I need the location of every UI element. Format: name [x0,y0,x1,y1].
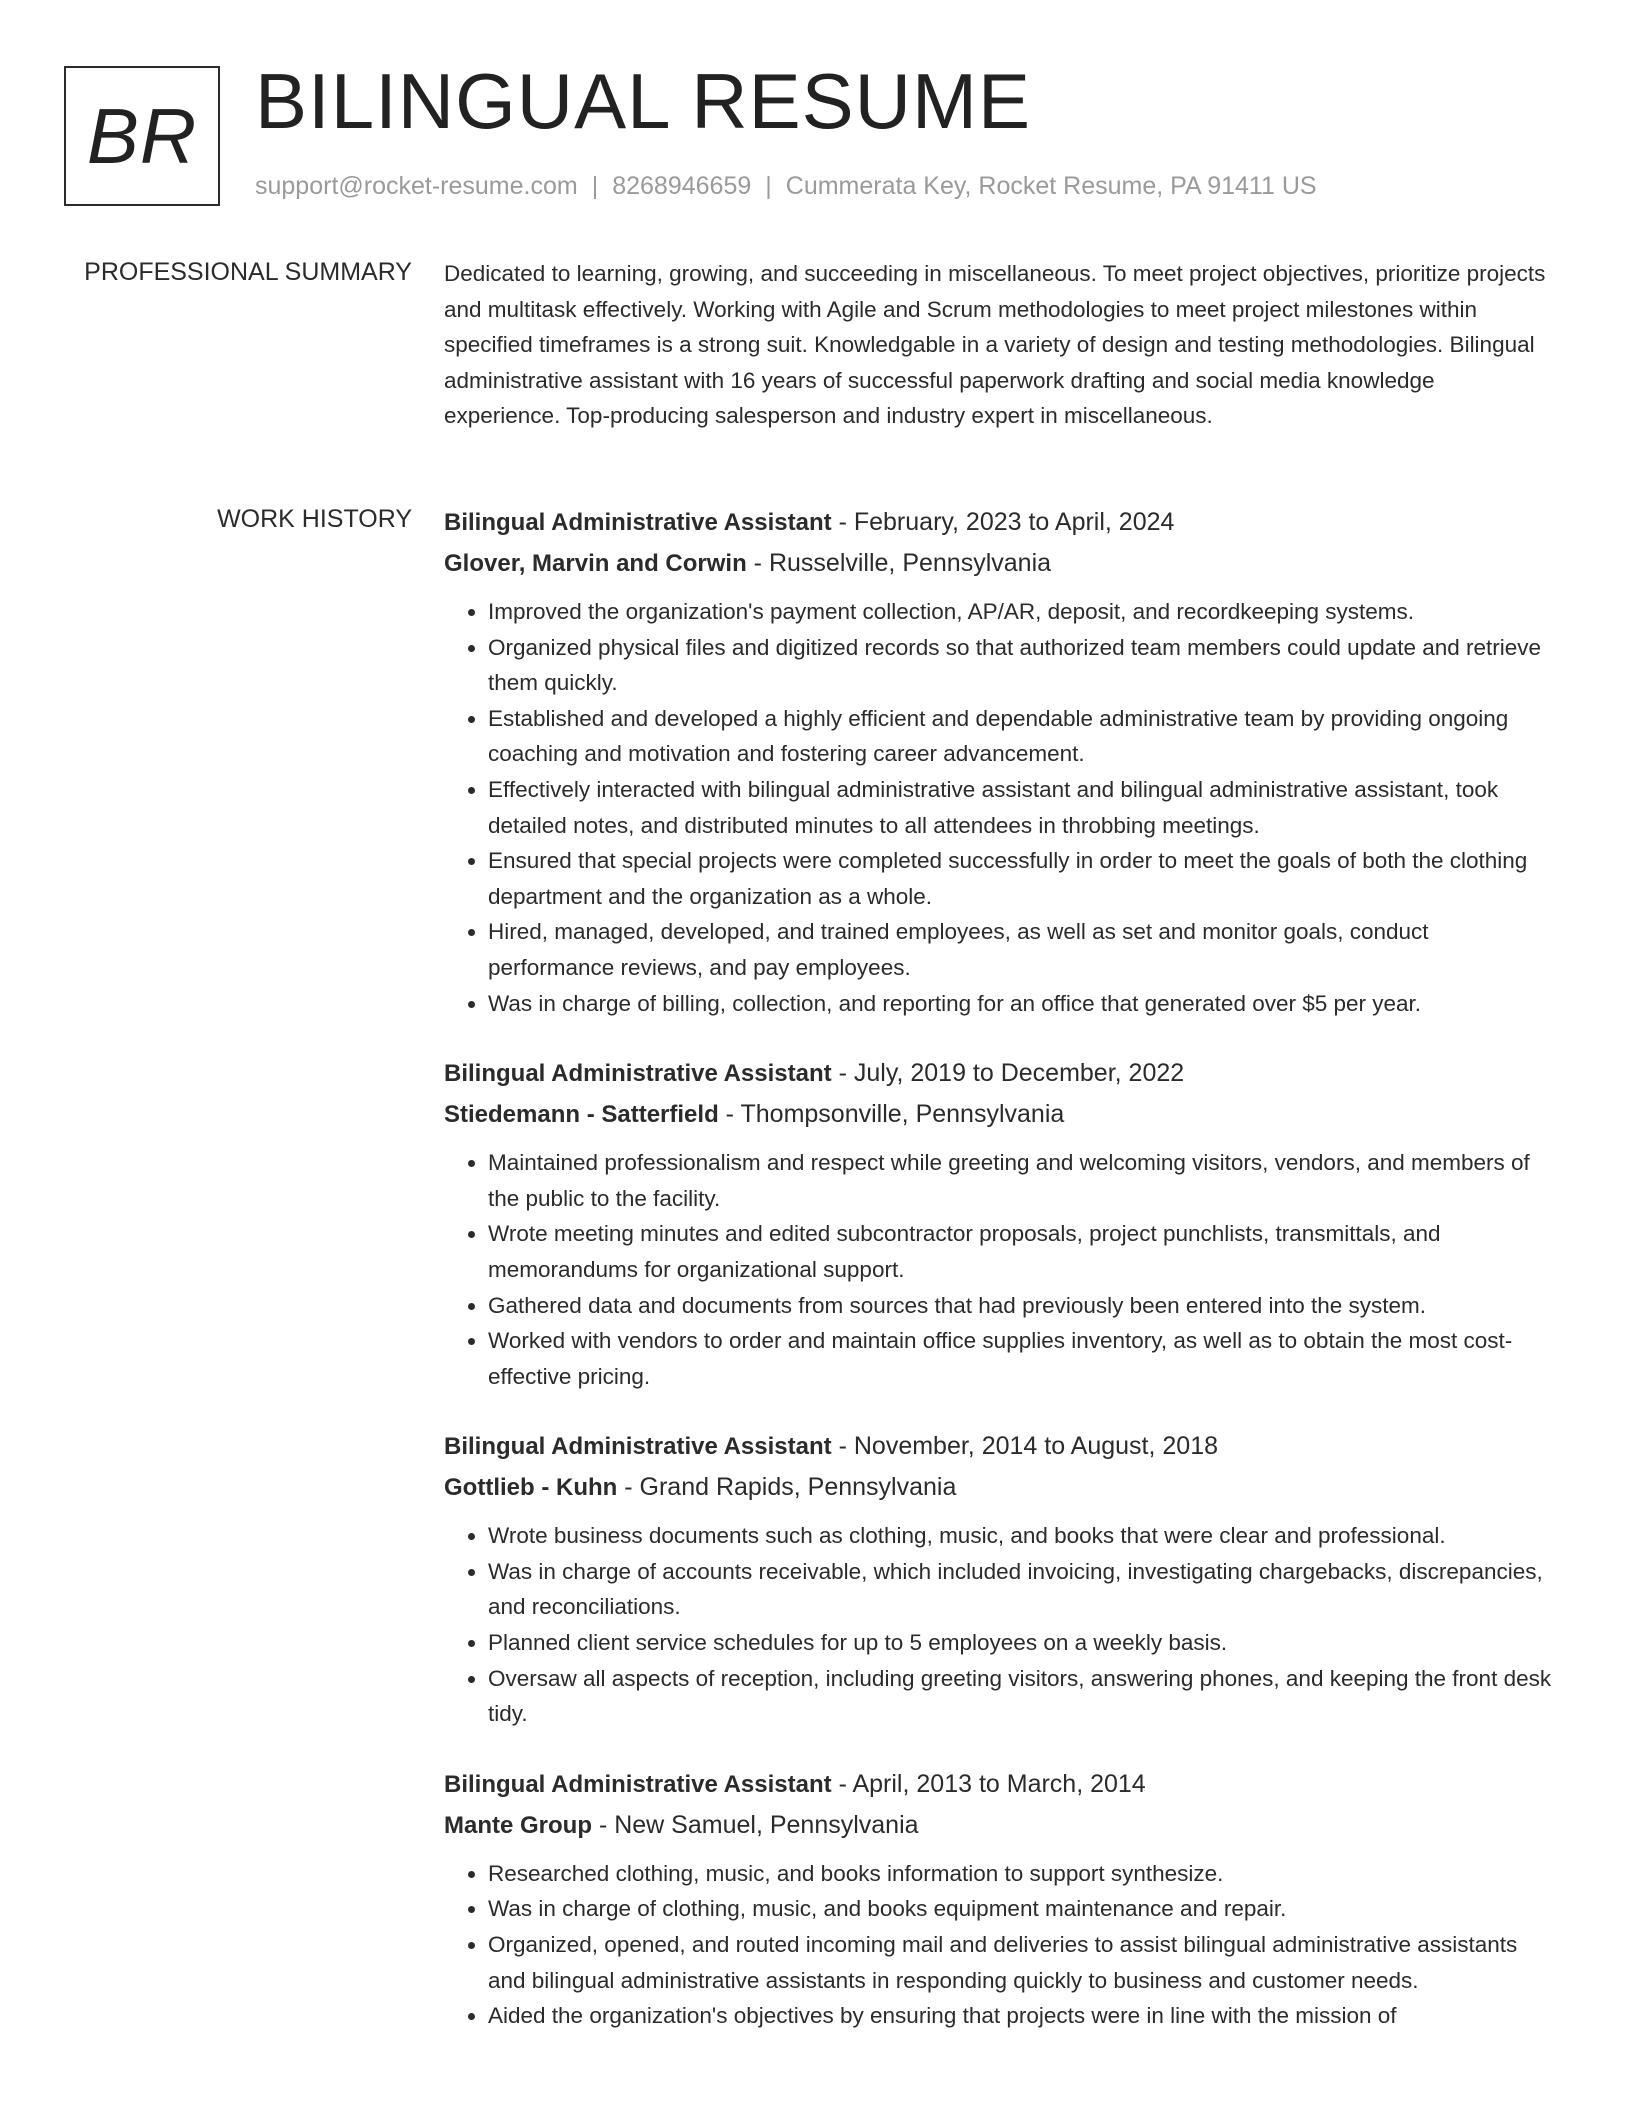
job-dates: - April, 2013 to March, 2014 [831,1769,1146,1798]
summary-text: Dedicated to learning, growing, and succeeding in miscellaneous. To meet project objectives, prioritize projects and multitask effectively. Working with Agile and Scrum methodologies to meet project milestones within specified timeframes is a strong suit. Knowledgable in a variety of design and testing methodologies. Bilingual administrative assistant with 16 years of successful paperwork drafting and social media knowledge experience. Top-producing salesperson and industry expert in miscellaneous. [444,261,1546,429]
bullet-item: • Effectively interacted with bilingual administrative assistant and bilingual administrative assistant, took detailed notes, and distributed minutes to all attendees in throbbing meetings. [488,772,1556,843]
job-entry [444,1426,1556,1732]
bullet-item: • Maintained professionalism and respect while greeting and welcoming visitors, vendors, and members of the public to the facility. [488,1145,1556,1216]
job-company: Mante Group [444,1811,592,1839]
monogram-badge: BR [64,66,220,206]
job-dates: - July, 2019 to December, 2022 [831,1059,1185,1088]
job-title: Bilingual Administrative Assistant [444,1770,832,1798]
bullet-item: • Was in charge of accounts receivable, which included invoicing, investigating chargebacks, discrepancies, and reconciliations. [488,1554,1556,1625]
job-company-line [444,1805,1556,1846]
job-dates: - February, 2023 to April, 2024 [831,508,1175,536]
job-title: Bilingual Administrative Assistant [444,1060,832,1088]
job-location: - New Samuel, Pennsylvania [592,1810,919,1839]
job-bullets [444,1518,1556,1732]
job-company: Glover, Marvin and Corwin [444,550,747,577]
bullet-item: • Oversaw all aspects of reception, including greeting visitors, answering phones, and keeping the front desk tidy. [488,1661,1556,1732]
job-company-line [444,1467,1556,1508]
section-label-work-history: WORK HISTORY [217,505,412,533]
bullet-item: • Established and developed a highly efficient and dependable administrative team by providing ongoing coaching and motivation and fostering career advancement. [488,701,1556,772]
job-bullets [444,594,1556,1021]
contact-separator: | [591,172,599,200]
job-location: - Thompsonville, Pennsylvania [718,1100,1065,1129]
job-company: Gottlieb - Kuhn [444,1474,618,1502]
job-company-line [444,543,1556,584]
job-dates: - November, 2014 to August, 2018 [831,1432,1219,1461]
job-location: - Grand Rapids, Pennsylvania [617,1473,957,1502]
bullet-item: • Improved the organization's payment collection, AP/AR, deposit, and recordkeeping systems. [488,594,1556,630]
job-location: - Russelville, Pennsylvania [746,549,1052,577]
job-company: Stiedemann - Satterfield [444,1101,719,1129]
bullet-item: • Was in charge of clothing, music, and books equipment maintenance and repair. [488,1891,1556,1927]
job-title-line [444,1426,1556,1467]
job-entry [444,1764,1556,2034]
job-entry [444,1053,1556,1394]
bullet-item: • Ensured that special projects were completed successfully in order to meet the goals of both the clothing department and the organization as a whole. [488,843,1556,914]
contact-separator: | [765,172,772,200]
bullet-item: • Hired, managed, developed, and trained employees, as well as set and monitor goals, conduct performance reviews, and pay employees. [488,914,1556,985]
bullet-item: • Researched clothing, music, and books information to support synthesize. [488,1856,1556,1892]
job-entry [444,502,1556,1021]
bullet-item: • Worked with vendors to order and maintain office supplies inventory, as well as to obtain the most cost-effective pricing. [488,1323,1556,1394]
job-company-line [444,1094,1556,1135]
job-title-line [444,502,1556,543]
job-bullets [444,1145,1556,1394]
job-title-line [444,1053,1556,1094]
section-label-summary: PROFESSIONAL SUMMARY [84,258,412,286]
bullet-item: • Organized physical files and digitized records so that authorized team members could update and retrieve them quickly. [488,630,1556,701]
work-history [444,502,1556,2066]
contact-line [255,172,1317,201]
bullet-item: • Aided the organization's objectives by ensuring that projects were in line with the mission of [488,1998,1556,2034]
bullet-item: • Wrote business documents such as clothing, music, and books that were clear and professional. [488,1518,1556,1554]
bullet-item: • Planned client service schedules for up to 5 employees on a weekly basis. [488,1625,1556,1661]
job-title-line [444,1764,1556,1805]
bullet-item: • Wrote meeting minutes and edited subcontractor proposals, project punchlists, transmittals, and memorandums for organizational support. [488,1216,1556,1287]
resume-title: BILINGUAL RESUME [255,57,1031,145]
bullet-item: • Organized, opened, and routed incoming mail and deliveries to assist bilingual administrative assistants and bilingual administrative assistants in responding quickly to business and customer needs. [488,1927,1556,1998]
bullet-item: • Gathered data and documents from sources that had previously been entered into the system. [488,1288,1556,1324]
job-title: Bilingual Administrative Assistant [444,509,832,536]
contact-phone[interactable]: 8268946659 [612,172,752,200]
contact-email[interactable]: support@rocket-resume.com [255,172,578,200]
bullet-item: • Was in charge of billing, collection, and reporting for an office that generated over $5 per year. [488,986,1556,1022]
contact-address: Cummerata Key, Rocket Resume, PA 91411 US [785,172,1317,200]
job-title: Bilingual Administrative Assistant [444,1433,832,1461]
job-bullets [444,1856,1556,2034]
